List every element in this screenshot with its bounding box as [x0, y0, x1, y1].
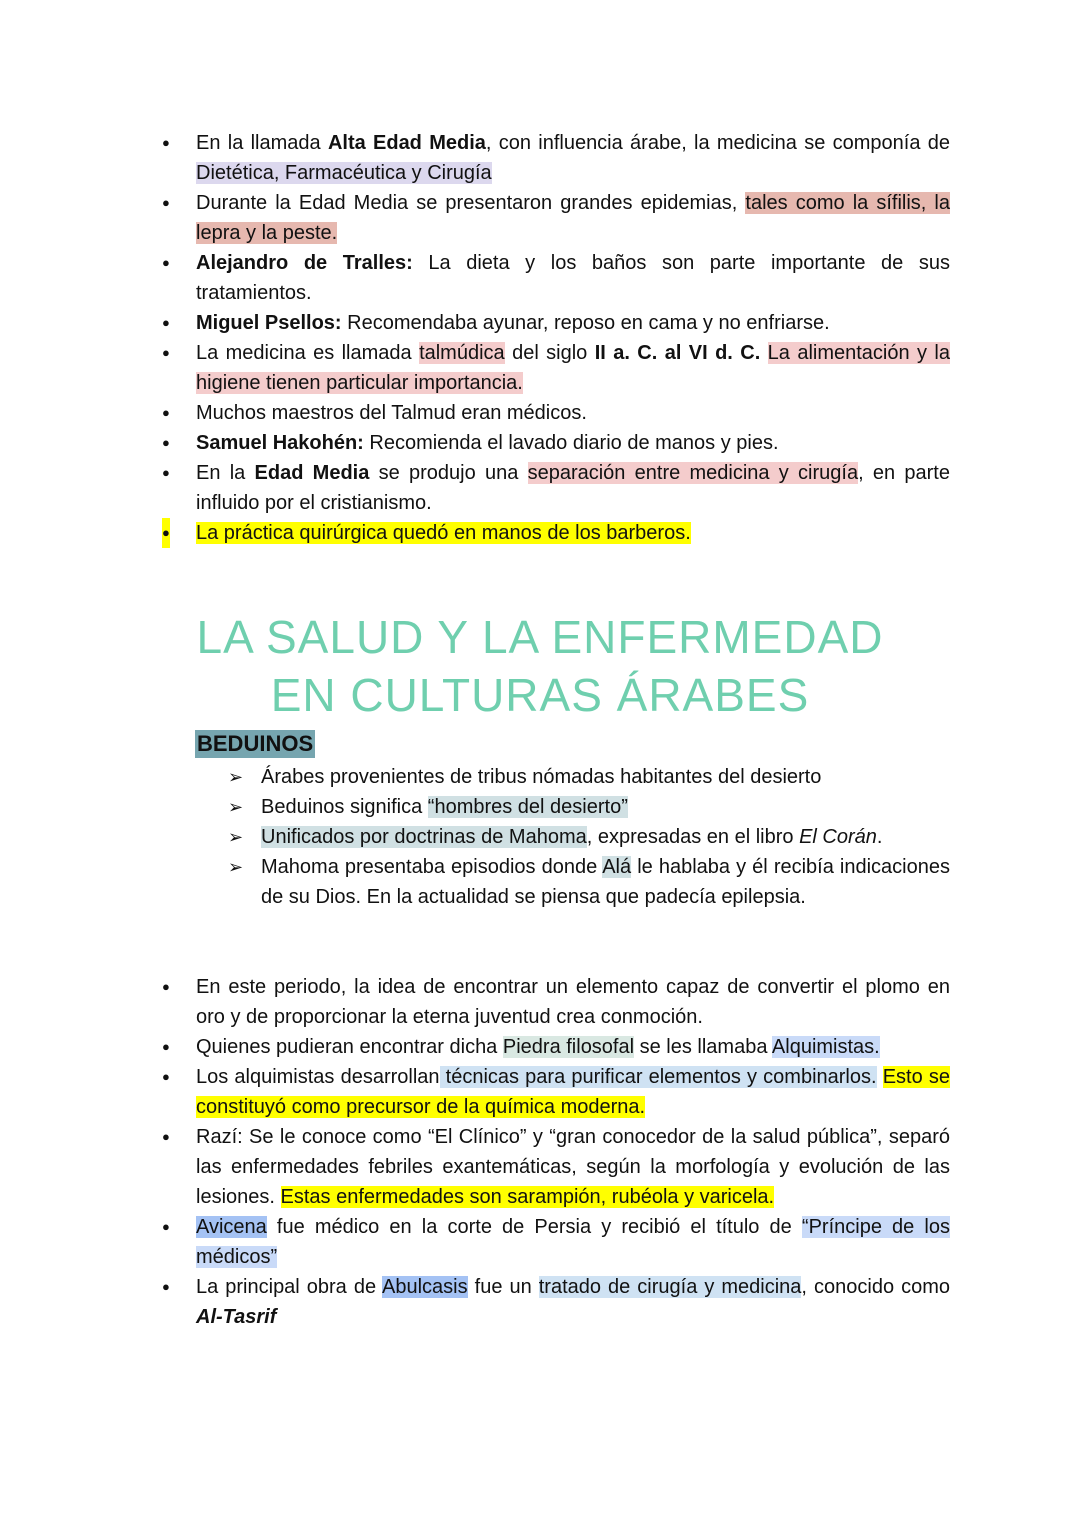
section-heading-beduinos: BEDUINOS [197, 731, 314, 756]
text-run: Quienes pudieran encontrar dicha [196, 1036, 503, 1058]
highlighted-text: tales como la sífilis, la lepra y la peste. [196, 192, 950, 244]
highlighted-text: talmúdica [419, 342, 505, 364]
highlighted-text: Avicena [196, 1216, 267, 1238]
highlighted-text: Alá [602, 856, 632, 878]
highlighted-text: Esto se constituyó como precursor de la química moderna. [196, 1066, 951, 1118]
highlighted-text: técnicas para purificar elementos y combinarlos. [439, 1066, 877, 1088]
page-title [0, 608, 1080, 724]
list-item [226, 762, 950, 792]
text-run: En la llamada [196, 132, 328, 154]
highlighted-text: “Príncipe de los médicos” [196, 1216, 950, 1268]
list-item [160, 458, 950, 518]
text-run: , expresadas en el libro [586, 826, 800, 848]
list-item [160, 398, 950, 428]
list-item [160, 1272, 950, 1332]
text-run: Alejandro de Tralles: [196, 252, 413, 274]
list-item [160, 518, 950, 548]
text-run: Mahoma presentaba episodios donde [261, 856, 603, 878]
text-run: En la [196, 462, 255, 484]
highlighted-text: La práctica quirúrgica quedó en manos de los barberos. [196, 522, 691, 544]
list-item [160, 188, 950, 248]
list-item [160, 1032, 950, 1062]
list-item [160, 1122, 950, 1212]
highlighted-text: Unificados por doctrinas de Mahoma [261, 826, 587, 848]
highlighted-text: “hombres del desierto” [427, 796, 628, 818]
text-run: En este periodo, la idea de encontrar un elemento capaz de convertir el plomo en oro y de proporcionar la eterna juventud crea conmoción. [196, 976, 950, 1028]
text-run: Muchos maestros del Talmud eran médicos. [196, 402, 587, 424]
list-item [226, 852, 950, 912]
highlighted-text: Dietética, Farmacéutica y Cirugía [196, 162, 492, 184]
list-item [160, 1062, 950, 1122]
highlighted-text: La alimentación y la higiene tienen particular importancia. [196, 342, 950, 394]
list-item [160, 128, 950, 188]
text-run: Alta Edad Media [327, 132, 486, 154]
text-run: Samuel Hakohén: [196, 432, 364, 454]
highlighted-text: Abulcasis [382, 1276, 468, 1298]
text-run: . [876, 826, 883, 848]
list-item [160, 338, 950, 398]
text-run: Los alquimistas desarrollan [196, 1066, 440, 1088]
text-run: , conocido como [801, 1276, 950, 1298]
text-run: Durante la Edad Media se presentaron grandes epidemias, [196, 192, 746, 214]
text-run: se produjo una [369, 462, 528, 484]
list-item [160, 308, 950, 338]
arab-medicine-list [160, 972, 950, 1332]
text-run: Miguel Psellos: [196, 312, 342, 334]
title-line-2: EN CULTURAS ÁRABES [270, 669, 810, 721]
text-run [877, 1066, 883, 1088]
text-run: Razí: Se le conoce como “El Clínico” y “gran conocedor de la salud pública”, separó las enfermedades febriles exantemáticas, según la morfología y evolución de las lesiones. [196, 1126, 950, 1208]
text-run [760, 342, 767, 364]
highlighted-text: separación entre medicina y cirugía [527, 462, 859, 484]
title-line-1: LA SALUD Y LA ENFERMEDAD [196, 611, 884, 663]
text-run: Árabes provenientes de tribus nómadas habitantes del desierto [261, 766, 822, 788]
list-item [160, 972, 950, 1032]
list-item [226, 822, 950, 852]
text-run: El Corán [799, 826, 877, 848]
text-run: La dieta y los baños son parte importante de sus tratamientos. [196, 252, 951, 304]
text-run: La medicina es llamada [196, 342, 420, 364]
text-run: II a. C. al VI d. C. [594, 342, 761, 364]
text-run: , en parte influido por el cristianismo. [196, 462, 950, 514]
list-item [226, 792, 950, 822]
text-run: le hablaba y él recibía indicaciones de su Dios. En la actualidad se piensa que padecía epilepsia. [261, 856, 950, 908]
text-run: del siglo [504, 342, 595, 364]
list-item [160, 248, 950, 308]
text-run: Recomendaba ayunar, reposo en cama y no enfriarse. [341, 312, 830, 334]
highlighted-text: Piedra filosofal [502, 1036, 635, 1058]
highlighted-text: tratado de cirugía y medicina [538, 1276, 802, 1298]
text-run: fue un [467, 1276, 539, 1298]
text-run: Recomienda el lavado diario de manos y pies. [363, 432, 779, 454]
list-item [160, 428, 950, 458]
list-item [160, 1212, 950, 1272]
highlighted-text: Alquimistas. [771, 1036, 880, 1058]
text-run: , con influencia árabe, la medicina se componía de [485, 132, 950, 154]
text-run: fue médico en la corte de Persia y recibió el título de [266, 1216, 802, 1238]
beduinos-list [226, 762, 950, 912]
highlighted-text: Estas enfermedades son sarampión, rubéola y varicela. [280, 1186, 775, 1208]
text-run: Al-Tasrif [196, 1306, 277, 1328]
medieval-medicine-list [160, 128, 950, 548]
text-run: Beduinos significa [261, 796, 428, 818]
text-run: Edad Media [254, 462, 370, 484]
text-run: La principal obra de [196, 1276, 382, 1298]
text-run: se les llamaba [634, 1036, 772, 1058]
